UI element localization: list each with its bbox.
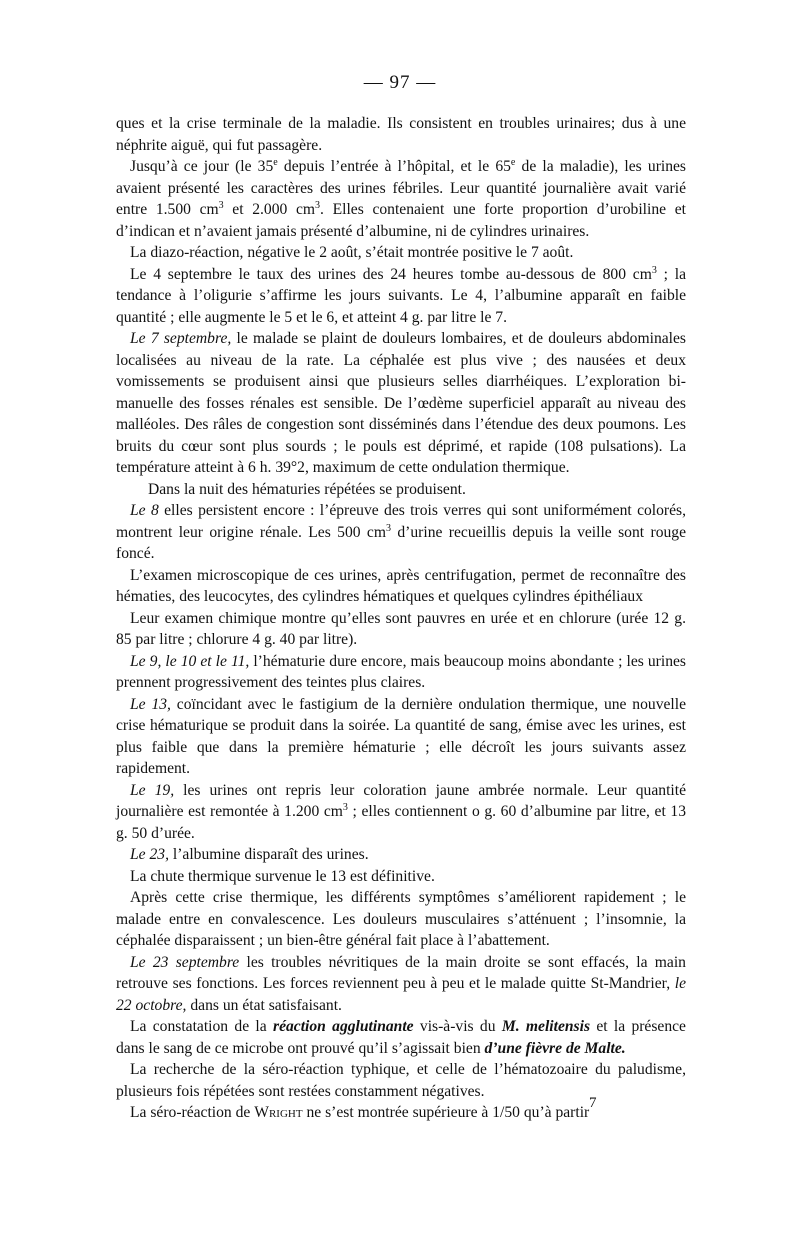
- paragraph: [116, 264, 686, 329]
- paragraph: [116, 242, 686, 264]
- emphasis-text: le 22 octobre,: [116, 975, 686, 1014]
- text-run: La recherche de la séro-réaction typhique, et celle de l’hématozoaire du paludisme, plusieurs fois répétées sont restées constamment négatives.: [116, 1061, 686, 1100]
- text-run: et 2.000 cm: [223, 201, 316, 218]
- paragraph: [116, 113, 686, 156]
- text-run: ne s’est montrée supérieure à 1/50 qu’à partir: [302, 1104, 590, 1121]
- paragraph: [116, 1102, 686, 1124]
- page-number: — 97 —: [363, 72, 437, 93]
- paragraph: [116, 500, 686, 565]
- body-text: [116, 113, 686, 1124]
- text-run: L’examen microscopique de ces urines, après centrifugation, permet de reconnaître des hématies, des leucocytes, des cylindres hématiques et quelques cylindres épithéliaux: [116, 566, 686, 605]
- emphasis-text: Le 8: [130, 502, 159, 519]
- text-run: les troubles névritiques de la main droite se sont effacés, la main retrouve ses fonctions. Les forces reviennent peu à peu et le malade quitte St-Mandrier,: [116, 953, 686, 992]
- emphasis-text: Le 7 septembre,: [130, 330, 232, 347]
- text-run: de la maladie), les urines avaient présenté les caractères des urines fébriles. Leur quantité journalière avait varié entre 1.500 cm: [116, 158, 687, 218]
- superscript: 3: [342, 801, 348, 813]
- signature-mark: 7: [589, 1095, 597, 1111]
- paragraph: [116, 780, 686, 845]
- emphasis-text: Le 23 septembre: [130, 953, 240, 971]
- paragraph: [116, 479, 686, 501]
- text-run: depuis l’entrée à l’hôpital, et le 65: [277, 158, 511, 175]
- text-run: coïncidant avec le fastigium de la dernière ondulation thermique, une nouvelle crise hématurique se produit dans la soirée. La quantité de sang, émise avec les urines, est plus faible que dans la première hématurie ; elle décroît les jours suivants assez rapidement.: [116, 695, 687, 777]
- text-run: ; la tendance à l’oligurie s’affirme les jours suivants. Le 4, l’albumine apparaît en faible quantité ; elle augmente le 5 et le 6, et atteint 4 g. par litre le 7.: [116, 265, 687, 326]
- text-run: La diazo-réaction, négative le 2 août, s’était montrée positive le 7 août.: [130, 244, 574, 261]
- text-run: La constatation de la: [130, 1018, 273, 1035]
- emphasis-text: Le 13,: [130, 695, 171, 713]
- text-run: d’urine recueillis depuis la veille sont rouge foncé.: [116, 523, 687, 562]
- text-run: Le 4 septembre le taux des urines des 24 heures tombe au-dessous de 800 cm: [130, 265, 652, 283]
- text-run: l’hématurie dure encore, mais beaucoup moins abondante ; les urines prennent progressivement des teintes plus claires.: [116, 652, 686, 691]
- emphasis-text: Le 23,: [130, 846, 169, 863]
- emphasis-text: réaction agglutinante: [273, 1018, 414, 1035]
- superscript: e: [510, 156, 516, 168]
- text-run: La chute thermique survenue le 13 est définitive.: [130, 867, 435, 885]
- paragraph: [116, 1059, 686, 1102]
- paragraph: [116, 328, 686, 479]
- emphasis-text: Le 9, le 10 et le 11,: [130, 652, 250, 670]
- emphasis-text: M. melitensis: [501, 1018, 591, 1035]
- paragraph: [116, 866, 686, 888]
- superscript: 3: [218, 199, 224, 211]
- text-run: ques et la crise terminale de la maladie. Ils consistent en troubles urinaires; dus à une néphrite aiguë, qui fut passagère.: [116, 115, 686, 154]
- text-run: elles persistent encore : l’épreuve des trois verres qui sont uniformément colorés, montrent leur origine rénale. Les 500 cm: [116, 502, 687, 541]
- text-run: Après cette crise thermique, les différents symptômes s’améliorent rapidement ; le malade entre en convalescence. Les douleurs musculaires s’atténuent ; l’insomnie, la céphalée disparaissent ; un bien-être général fait place à l’abattement.: [116, 889, 686, 949]
- paragraph: [116, 1016, 686, 1059]
- text-run: et la présence dans le sang de ce microbe ont prouvé qu’il s’agissait bien: [116, 1018, 686, 1057]
- text-run: dans un état satisfaisant.: [186, 996, 342, 1014]
- superscript: 3: [386, 522, 391, 534]
- emphasis-text: Wright: [254, 1104, 303, 1121]
- text-run: Dans la nuit des hématuries répétées se produisent.: [148, 480, 466, 498]
- paragraph: [116, 651, 686, 694]
- superscript: 3: [315, 199, 321, 211]
- paragraph: [116, 565, 686, 608]
- paragraph: [116, 887, 686, 952]
- text-run: les urines ont repris leur coloration jaune ambrée normale. Leur quantité journalière est remontée à 1.200 cm: [116, 781, 686, 820]
- superscript: 3: [651, 264, 657, 276]
- paragraph: [116, 608, 686, 651]
- superscript: e: [273, 156, 278, 168]
- paragraph: [116, 694, 686, 780]
- text-run: Leur examen chimique montre qu’elles sont pauvres en urée et en chlorure (urée 12 g. 85 par litre ; chlorure 4 g. 40 par litre).: [116, 609, 686, 648]
- paragraph: [116, 156, 686, 242]
- text-run: Jusqu’à ce jour (le 35: [130, 158, 274, 175]
- paragraph: [116, 952, 686, 1017]
- text-run: le malade se plaint de douleurs lombaires, et de douleurs abdominales localisées au niveau de la rate. La céphalée est plus vive ; des nausées et deux vomissements se produisent ainsi que plusieurs selles diarrhéiques. L’exploration bi-manuelle des fosses rénales est sensible. De l’œdème superficiel apparaît au niveau des malléoles. Des râles de congestion sont disséminés dans l’étendue des deux poumons. Les bruits du cœur sont plus sourds ; le pouls est déprimé, et rapide (108 pulsations). La température atteint à 6 h. 39°2, maximum de cette ondulation thermique.: [116, 330, 686, 476]
- text-run: ; elles contiennent o g. 60 d’albumine par litre, et 13 g. 50 d’urée.: [116, 803, 686, 842]
- text-run: vis-à-vis du: [413, 1018, 502, 1035]
- paragraph: [116, 844, 686, 866]
- text-run: . Elles contenaient une forte proportion d’urobiline et d’indican et n’avaient jamais présenté d’albumine, ni de cylindres urinaires.: [116, 201, 686, 240]
- text-run: La séro-réaction de: [130, 1104, 255, 1121]
- emphasis-text: Le 19,: [130, 781, 175, 799]
- emphasis-text: d’une fièvre de Malte.: [484, 1039, 626, 1057]
- text-run: l’albumine disparaît des urines.: [168, 846, 369, 863]
